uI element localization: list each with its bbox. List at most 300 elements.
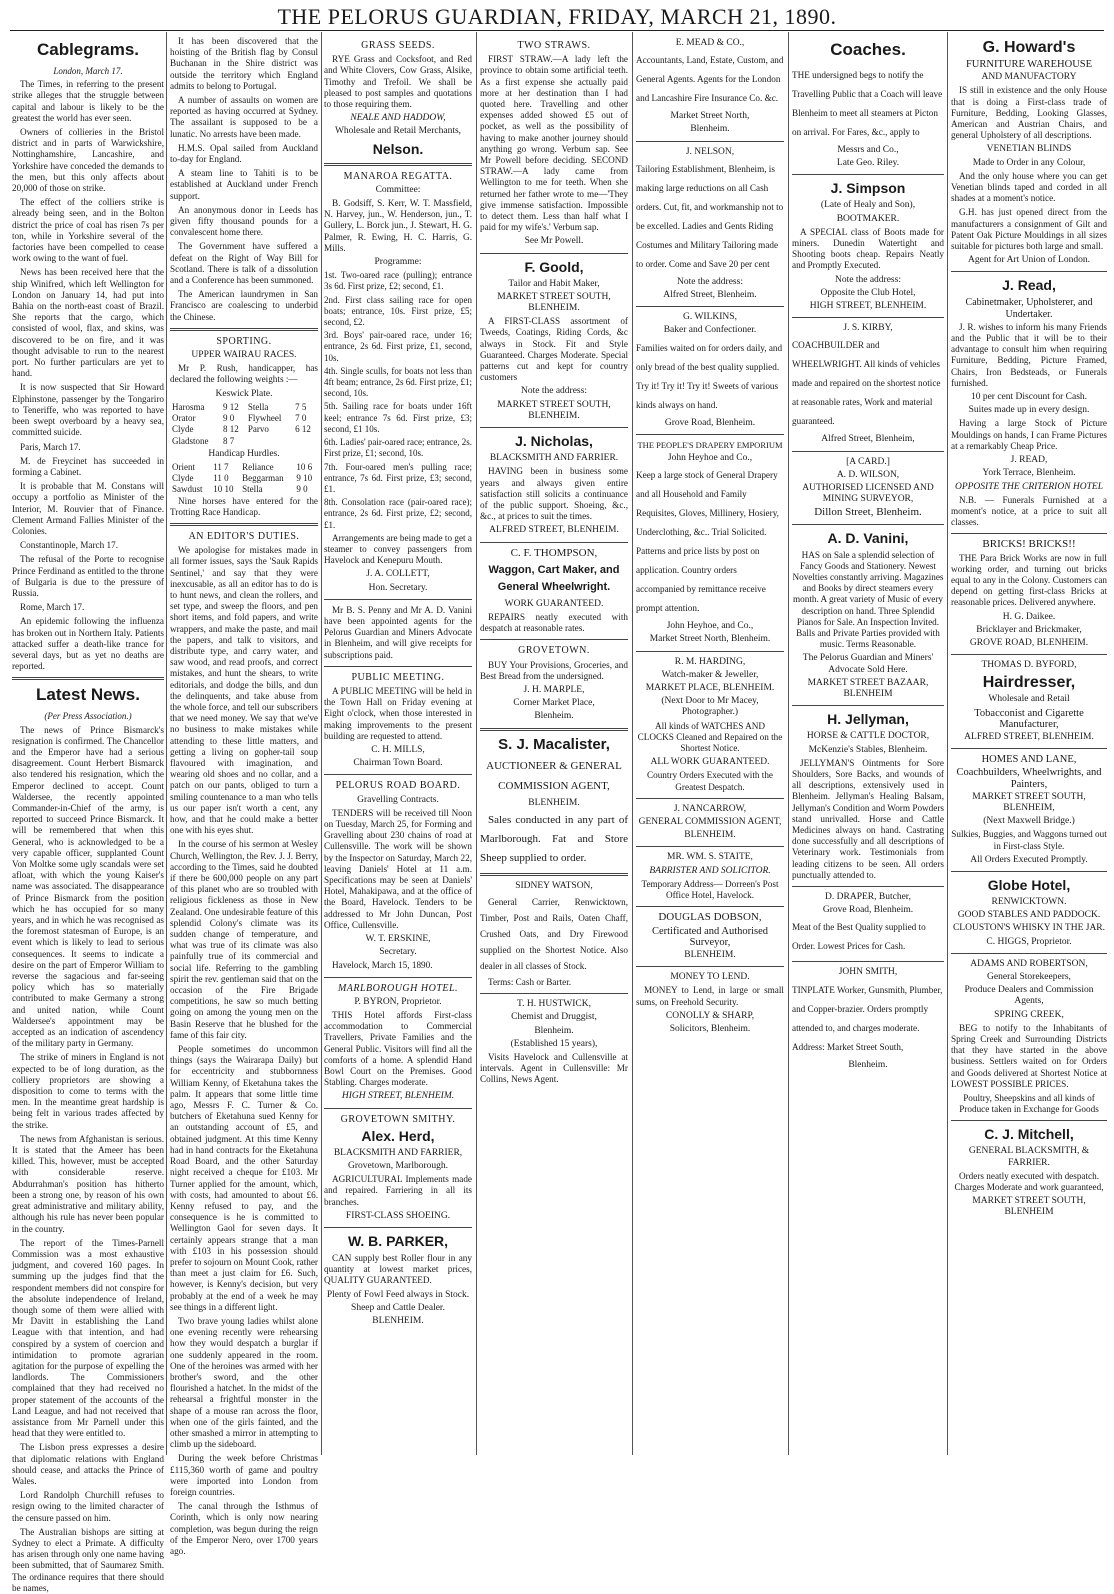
coaches-heading: Coaches. [830,40,906,59]
address-note: Note the address: [835,274,901,285]
divider [792,524,944,525]
divider [636,846,784,847]
advertiser-name: R. M. HARDING, [674,656,746,667]
weights-cell: Parvo [247,424,269,435]
advertiser-address: MARKET STREET SOUTH, BLENHEIM, [972,791,1086,813]
agents-notice: Mr B. S. Penny and Mr A. D. Vanini have been appointed agents for the Pelorus Guardian and Miners Advocate in Blenheim, and will give receipts for subscriptions paid. [324,604,472,660]
bricks-body: THE Para Brick Works are now in full working order, and turning out bricks equal to any in the Colony. Customers can depend on getting first-class Bricks at reasonable prices. Delivered anywhere. [951,552,1107,608]
divider [170,328,318,331]
grovetown-heading: GROVETOWN. [518,645,590,657]
two-straws-signoff: See Mr Powell. [524,236,584,247]
wheelwright-body: REPAIRS neatly executed with despatch at reasonable rates. [480,611,628,634]
advertiser-town: Blenheim. [534,1025,574,1036]
flour-body: CAN supply best Roller flour in any quantity at lowest market prices, QUALITY GUARANTEED. [324,1253,472,1286]
race-item: 7th. Four-oared men's pulling race; entrance, 7s 6d. First prize, £3; second, £1. [324,461,472,494]
shoeing-note: FIRST-CLASS SHOEING. [345,1210,451,1221]
divider [636,141,784,142]
blinds-body: And the only house where you can get Venetian blinds taped and corded in all shades at a moment's notice. [951,170,1107,204]
divider [792,317,944,318]
advertiser-trade: AUCTIONEER & GENERAL COMMISSION AGENT, [486,759,622,792]
paragraph: During the week before Christmas £115,360 worth of game and poultry were imported into London from foreign countries. [170,1453,318,1497]
divider [170,523,318,526]
provisions-body: BUY Your Provisions, Groceries, and Best Bread from the undersigned. [480,659,628,681]
advertiser-subtitle: Wholesale and Retail [988,694,1070,705]
cabinetmaker-body: J. R. wishes to inform his many Friends and the Public that it will be to their advantage to consult him when requiring Furniture, Bedding, Picture Framed, Chairs, Iron Bedsteads, or Funerals furnished. [951,321,1107,388]
work-guaranteed: ALL WORK GUARANTEED. [650,757,770,768]
chemist-body: Visits Havelock and Cullensville at intervals. Agent in Cullensville: Mr Collins, News Agent. [480,1051,628,1085]
paragraph: It has been discovered that the hoisting of the British flag by Consul Buchanan in the Shire district was outside the territory which England admits to belong to Portugal. [170,36,318,91]
weights-cell [293,436,318,447]
paragraph: An epidemic following the influenza has broken out in Northern Italy. Patients attacked suffer a death-like trance for several days, but as yet no deaths are reported. [12,616,164,672]
advertiser-address: Opposite the Club Hotel, [820,287,916,298]
bootmaker-body: A SPECIAL class of Boots made for miners. Dunedin Watertight and Shooting boots cheap. Repairs Neatly and Promptly Executed. [792,226,944,271]
column-rule [788,32,789,1455]
money-body: MONEY to Lend, in large or small sums, on Freehold Security. [636,985,784,1007]
advertiser-address: ALFRED STREET, BLENHEIM. [964,731,1094,742]
discount-note: 10 per cent Discount for Cash. [970,392,1088,403]
divider [636,651,784,652]
paragraph: Owners of collieries in the Bristol district and in parts of Warwickshire, Nottinghamshire, Lancashire, and Yorkshire have conceded the demands to the men, but this only affects about 20,000 of those on strike. [12,127,164,194]
advertiser-name: C. J. Mitchell, [984,1126,1074,1143]
solicitor-body: Temporary Address— Dorreen's Post Office Hotel, Havelock. [641,878,779,901]
mouldings-body: G.H. has just opened direct from the manufacturers a consignment of Gilt and Patent Oak Picture Mouldings in all sizes suitable for pictures both large and small. [951,207,1107,252]
column-rule [321,32,322,1455]
news-source: (Per Press Association.) [44,711,132,722]
storekeepers-body: BEG to notify to the Inhabitants of Spring Creek and Surrounding Districts that they have started in the above business. Settlers waited on for Orders and Goods delivered at Shortest Notice at LOWEST POSSIBLE PRICES. [951,1022,1107,1089]
column-7 [951,36,1107,1457]
divider [792,174,944,175]
advertiser-address: OPPOSITE THE CRITERION HOTEL [954,481,1104,492]
advertiser-address: MARKET PLACE, BLENHEIM. [645,683,775,694]
divider [324,1227,472,1228]
tailoring-body: Tailoring Establishment, Blenheim, is making large reductions on all Cash orders. Cut, fit, and workmanship not to be excelled. Ladies and Gents Riding Costumes and Military Tailoring made to order. Come and Save 20 per cent [636,163,784,269]
divider [324,163,472,166]
coachbuilder-body: COACHBUILDER and WHEELWRIGHT. All kinds of vehicles made and repaired on the shortest notice at reasonable rates, Work and material guaranteed. [792,340,941,427]
paragraph: News has been received here that the ship Winifred, which left Wellington for London on January 14, had put into Bahia on the north-east coast of Brazil. She reports that the cargo, which consisted of wool, flax, and skins, was discovered to be on fire, and it was thought advisable to run to the nearest port. No further particulars are yet to hand. [12,267,164,379]
grass-seeds-body: RYE Grass and Cocksfoot, and Red and White Clovers, Cow Grass, Alsike, Timothy and Trefoil. We shall be pleased to post samples and quotations to those requiring them. [324,54,472,110]
paragraph: People sometimes do uncommon things (says the Wairarapa Daily) but for eccentricity and stubbornness William Kenny, of Eketahuna takes the palm. It appears that some little time ago, Messrs F. C. Turner & Co. butchers of Eketahuna sued Kenny for an outstanding account of £5, and obtained judgment. At this time Kenny had in hand contracts for the Eketahuna Road Board, and the other Saturday night received a cheque for £103. Mr Turner applied for the amount, which, with costs, had amounted to about £6. Kenny refused to pay, and the consequence is he is committed to Wellington Gaol for seven days. It certainly appears strange that a man with £103 in his possession should prefer to sojourn on Mount Cook, rather than meet a just claim for £6. Such, however, is Kenny's decision, but very probably at the end of a week he may see things in a different light. [170,1044,318,1312]
bricks-heading: BRICKS! BRICKS!! [982,538,1076,551]
advertiser-name: G. Howard's [982,39,1076,56]
advertiser-subtitle: John Heyhoe and Co., [667,453,753,464]
divider [951,748,1107,749]
race-item: 4th. Single sculls, for boats not less than 4ft beam; entrance, 2s 6d. First prize, £1; second, 10s. [324,365,472,399]
weights-cell: 9 0 [223,413,235,424]
weights-cell: Stella [242,484,263,495]
weights-cell: Orient [172,461,195,472]
road-board-subheading: Gravelling Contracts. [357,794,439,805]
weights-cell: 6 12 [295,424,311,435]
advertiser-name: HOMES AND LANE, [981,754,1077,766]
advertiser-address: Corner Market Place, [513,698,595,709]
advertiser-trade: GENERAL COMMISSION AGENT, [638,817,782,828]
divider [324,666,472,667]
signatory-title: Hon. Secretary. [368,582,428,593]
carrier-body: General Carrier, Renwicktown, Timber, Post and Rails, Oaten Chaff, Crushed Oats, and Dry Firewood supplied on the Shortest Notice. Also dealer in all classes of Stock. [480,896,628,971]
divider [636,434,784,435]
advertiser-name: SIDNEY WATSON, [515,880,593,891]
advertiser-note: Agent for Art Union of London. [968,255,1090,266]
carrier-terms: Terms: Cash or Barter. [488,976,572,987]
paragraph: The Australian bishops are sitting at Sydney to elect a Primate. A difficulty has arisen through only one name having been submitted, that of Saumarez Smith. The ordinance requires that there should be names, [12,1526,164,1593]
advertiser-address: MARKET STREET BAZAAR, BLENHEIM [807,677,929,700]
advertiser-address: MARKET STREET SOUTH, BLENHEIM [972,1196,1086,1218]
tinplate-body: TINPLATE Worker, Gunsmith, Plumber, and Copper-brazier. Orders promptly attended to, and charges moderate. Address: Market Street South, [792,984,943,1052]
paragraph: The Lisbon press expresses a desire that diplomatic relations with England should cease, and attacks the Prince of Wales. [12,1442,164,1486]
advertiser-town: BLENHEIM. [684,949,736,960]
programme-heading: Programme: [374,257,422,268]
divider [324,774,472,775]
weights-cell: Orator [172,413,196,424]
paragraph: The news of Prince Bismarck's resignation is confirmed. The Chancellor and the Emperor have had a serious disagreement. Count Herbert Bismarck also tendered his resignation, which the Emperor declined to accept. Count Waldersee, the recently appointed Commander-in-Chief of the army, is reported to succeed Prince Bismarck. It will be remembered that when this General, who is acknowledged to be a very capable officer, supplanted Count Von Moltke some ugly scandals were set afloat, with which the young Kaiser's name was associated. The disappearance of Prince Bismarck from the position which he has occupied for so many years, and in which he was recognised as the foremost statesman of Europe, is an event which is likely to lead to serious consequences. It seems to indicate a desire on the part of Emperor William to reverse the sagacious and far-seeing policy which has so materially contributed to make Germany a strong and united nation, while Count Waldersee's appointment may be accepted as an indication of ascendency of the military party in Germany. [12,724,164,1049]
divider [792,705,944,706]
advertiser-town: Blenheim. [534,711,574,722]
public-meeting-body: A PUBLIC MEETING will be held in the Town Hall on Friday evening at Eight o'clock, when those interested in making improvements to the present building are requested to attend. [324,685,472,741]
weights-cell: 7 0 [295,413,307,424]
signatory-title: Secretary. [379,947,417,958]
advertiser-name: G. WILKINS, [683,312,737,323]
paragraph: A steam line to Tahiti is to be established at Auckland under French support. [170,168,318,201]
sporting-note: Nine horses have entered for the Trotting Race Handicap. [170,495,318,517]
advertiser-address: Grove Road, Blenheim. [664,417,756,428]
race-item: 8th. Consolation race (pair-oared race); entrance, 2s 6d. First prize, £2; second, £1. [324,497,472,530]
divider [480,873,628,876]
blacksmith-body: Orders neatly executed with despatch. Charges Moderate and work guaranteed, [954,1170,1104,1193]
advertiser-trade: BLACKSMITH AND FARRIER. [489,453,619,464]
advertiser-trade: FURNITURE WAREHOUSE [965,59,1093,70]
notice-date: Havelock, March 15, 1890. [332,960,433,971]
weights-cell: Sawdust [172,484,203,495]
regatta-heading: MANAROA REGATTA. [343,170,453,182]
paragraph: The American laundrymen in San Francisco are coalescing to underbid the Chinese. [170,289,318,322]
advertiser-town: Nelson. [372,140,424,157]
regatta-note: Arrangements are being made to get a steamer to convey passengers from Havelock and Kenepuru Mouth. [324,532,472,566]
signatory: J. A. COLLETT, [366,569,430,580]
masthead-rule [10,30,1104,31]
advertiser-name: H. Jellyman, [827,711,909,728]
paragraph: We apologise for mistakes made in all former issues, says the 'Sauk Rapids Sentinel,' and say that they were inexcusable, as all an editor has to do is to hunt news, and clean the rollers, and set type, and sweep the floors, and pen short items, and fold papers, and write wrappers, and make the paste, and mail the papers, and talk to visitors, and distribute type, and carry water, and saw wood, and read proofs, and correct mistakes, and hunt the shears, to write editorials, and dodge the bills, and dun the delinquents, and take abuse from the whole force, and tell our subscribers that we need money. We say that we've no business to make mistakes while attending to these little matters, and getting a living on gopher-tail soup flavoured with imagination, and wearing old shoes and no collar, and a patch on our pants, obliged to turn a smiling countenance to a man who tells us our paper isn't worth a cent, any how, and that he could make a better one with his eyes shut. [170,545,318,836]
paragraph: In the course of his sermon at Wesley Church, Wellington, the Rev. J. J. Berry, according to the Times, said he doubted if there be 600,000 people on any part of this planet who are so troubled with religious fickleness as those in New Zealand. One undesirable feature of this splendid Colony's climate was its sudden change of temperature, and what was true of its climate was also painfully true of its commercial and social life. Referring to the gambling spirit the rev. gentleman said that on the occasion of the Fire Brigade competitions, he saw so much betting going on among the young men on the Basin Reserve that he blushed for the fame of this fair city. [170,839,318,1040]
keswick-plate-heading: Keswick Plate. [215,388,273,399]
divider [636,798,784,799]
divider [324,977,472,978]
advertiser-trade: BLACKSMITH AND FARRIER, [333,1147,463,1158]
weights-row [170,402,318,413]
advertiser-address: Market Street North, Blenheim. [649,634,771,645]
column-1 [12,36,164,1593]
advertiser-trade: Produce Dealers and Commission Agents, [964,985,1094,1007]
weights-row [170,436,318,447]
advertiser-name: J. Nicholas, [515,433,593,450]
column-6 [792,36,944,1457]
advertiser-name: C. F. THOMPSON, [510,546,598,559]
divider [792,961,944,962]
divider [792,886,944,887]
weights-cell: 7 5 [295,401,307,412]
advertiser-address: HIGH STREET, BLENHEIM. [809,301,927,312]
advertiser-name: S. J. Macalister, [498,735,610,753]
advertiser-name: J. S. KIRBY, [843,323,893,334]
advertiser-trade: AUTHORISED LICENSED AND MINING SURVEYOR, [802,483,934,505]
advertiser-trade: Hairdresser, [982,674,1076,692]
advertiser-note: Late Geo. Riley. [836,158,900,169]
advertiser-trade: Tobacconist and Cigarette Manufacturer, [974,707,1084,730]
advertiser-name: H. G. Daikee. [1002,611,1056,622]
veterinary-body: JELLYMAN'S Ointments for Sore Shoulders, Sore Backs, and wounds of all descriptions, extensively used in Blenheim. Jellyman's Healing Balsam, Jellyman's Condition and Worm Powders stand unrivalled. Horse and Cattle Medicines always on hand. Castrating done successfully and all descriptions of Veterinary work. Testimonials from leading citizens to be seen. All orders punctually attended to. [792,757,944,880]
divider [636,306,784,307]
signatory: W. T. ERSKINE, [365,934,431,945]
baker-body: Families waited on for orders daily, and only bread of the best quality supplied. Try it! Try it! Try it! Sweets of various kinds always on hand. [636,342,783,410]
divider [480,427,628,428]
advertiser-name: W. B. PARKER, [347,1233,449,1250]
weights-cell: 11 0 [213,473,229,484]
advertiser-name: J. NELSON, [685,146,735,157]
paragraph: The effect of the colliers strike is already being seen, and in the Bolton district the price of coal has risen 7s per ton, while in Yorkshire several of the factories have been compelled to cease work owing to the want of fuel. [12,197,164,264]
advertiser-address: GROVE ROAD, BLENHEIM. [969,637,1089,648]
divider [480,728,628,731]
public-meeting-heading: PUBLIC MEETING. [351,671,445,683]
butcher-body: Meat of the Best Quality supplied to Order. Lowest Prices for Cash. [792,922,926,952]
advertiser-name: Globe Hotel, [987,876,1071,893]
flour-note: Plenty of Fowl Feed always in Stock. [326,1289,470,1300]
weights-row [170,424,318,435]
paragraph: It is now suspected that Sir Howard Elphinstone, passenger by the Tongariro to Teneriffe, who was reported to have been swept overboard by a heavy sea, committed suicide. [12,382,164,438]
advertiser-next: (Next Door to Mr Macey, Photographer.) [661,696,759,718]
divider [951,953,1107,954]
advertiser-trade: Watch-maker & Jeweller, [661,669,759,680]
advertiser-name: MR. WM. S. STAITE, [667,852,753,863]
divider [951,1120,1107,1121]
coachbuilders-body: Sulkies, Buggies, and Waggons turned out in First-class Style. [951,829,1107,851]
advertiser-name: DOUGLAS DOBSON, [658,911,762,924]
weights-cell: 9 10 [296,473,313,484]
sporting-intro: Mr P. Rush, handicapper, has declared the following weights :— [170,363,318,385]
paragraph: Lord Randolph Churchill refuses to resign owing to the limited character of the censure passed on him. [12,1490,164,1523]
road-board-heading: PELORUS ROAD BOARD. [335,780,461,792]
advertiser-name: D. DRAPER, Butcher, [825,891,911,902]
weights-cell [246,436,293,447]
cablegrams-heading: Cablegrams. [36,40,140,59]
advertiser-name: T. H. HUSTWICK, [517,999,591,1010]
hotel-address: HIGH STREET, BLENHEIM. [341,1091,455,1102]
advertiser-trade: GENERAL BLACKSMITH, & FARRIER. [968,1146,1090,1168]
paragraph: An anonymous donor in Leeds has given fifty thousand pounds for a convalescent home there. [170,204,318,238]
tailor-body: A FIRST-CLASS assortment of Tweeds, Coatings, Riding Cords, &c always in Stock. Fit and Style Guaranteed. Charges Moderate. Special patterns cut and kept for country customers [480,316,628,383]
race-item: 2nd. First class sailing race for open boats; entrance, 10s. First prize, £5; second, £2. [324,294,472,328]
divider [951,871,1107,872]
smithy-heading: GROVETOWN SMITHY. [340,1113,456,1125]
cablegrams-body [12,79,164,672]
card-label: [A CARD.] [846,456,890,467]
paragraph: The news from Afghanistan is serious. It is stated that the Ameer has been killed. This, however, must be accepted with considerable reserve. Abdurrahman's position has hitherto been a strong one, by reason of his own great administrative and military ability, although his rule has never been popular in the country. [12,1133,164,1234]
smithy-body: AGRICULTURAL Implements made and repaired. Farriering in all its branches. [324,1174,472,1207]
paragraph: The refusal of the Porte to recognise Prince Ferdinand as entitled to the throne of Bulgaria is due to the pressure of Russia. [12,554,164,598]
weights-cell: 8 12 [223,424,239,435]
divider [324,1108,472,1109]
divider [792,451,944,452]
advertiser-address: Dillon Street, Blenheim. [814,506,922,519]
divider [636,966,784,967]
dateline: London, March 17. [53,66,123,76]
grass-seeds-heading: GRASS SEEDS. [361,40,435,51]
latest-news-heading: Latest News. [36,685,140,705]
divider [480,993,628,994]
furniture-body: IS still in existence and the only House that is doing a First-class trade of Furniture, Bedding, Looking Glasses, American and Austrian Chairs, and general Upholstery of all descriptions. [951,85,1107,141]
weights-cell: 8 7 [223,435,235,446]
advertiser-name: J. Read, [1002,277,1056,294]
blinds-heading: VENETIAN BLINDS [986,144,1072,155]
advertiser-trade: Bricklayer and Brickmaker, [976,624,1082,635]
column-2 [170,36,318,1556]
race-item: 5th. Sailing race for boats under 16ft keel; entrance 7s 6d. First prize, £3; second, £1 10s. [324,401,472,434]
paragraph: The strike of miners in England is not expected to be of long duration, as the colliery proprietors are showing a disposition to come to terms with the men. In the meantime great hardship is being felt in various trades affected by the strike. [12,1052,164,1130]
proprietor: C. HIGGS, Proprietor. [986,936,1072,947]
advertiser-trade: Chemist and Druggist, [511,1012,597,1023]
advertiser-address: ALFRED STREET, BLENHEIM. [489,525,619,536]
two-straws-heading: TWO STRAWS. [517,40,591,51]
paragraph: M. de Freycinet has succeeded in forming a Cabinet. [12,455,164,477]
hotel-body: THIS Hotel affords First-class accommodation to Commercial Travellers, Private Families and the General Public. Visitors will find all the comforts of a home. A splendid Hand Bowl Court on the Premises. Good Stabling. Charges moderate. [324,1010,472,1088]
established-note: (Established 15 years), [510,1038,598,1049]
paragraph: Rome, March 17. [20,602,85,613]
paragraph: It is probable that M. Constans will occupy a portfolio as Minister of the Interior, M. Rouvier that of Finance. Clement Armand Fallies Minister of the Colonies. [12,481,164,536]
editor-duties-heading: AN EDITOR'S DUTIES. [188,530,300,542]
advertiser-trade: HORSE & CATTLE DOCTOR, [806,731,930,742]
weights-cell: Gladstone [172,435,209,446]
advertiser-name: THE PEOPLE'S DRAPERY EMPORIUM [637,439,783,450]
advertiser-town: Blenheim. [848,1059,888,1070]
work-guaranteed: WORK GUARANTEED. [504,598,604,609]
latest-news-body [12,725,164,1594]
advertiser-note: The Pelorus Guardian and Miners' Advocate Sold Here. [802,653,934,675]
advertiser-address: York Terrace, Blenheim. [982,468,1076,479]
suites-note: Suites made up in every design. [968,405,1090,416]
two-straws-body: FIRST STRAW.—A lady left the province to obtain some artificial teeth. As a first expense she actually paid more at her destination than I had quoted here. Travelling and other expenses added showed £5 out of pocket, as well as the possibility of having to make another journey should anything go wrong. Verbum sap. See Mr Powell before deciding. SECOND STRAW.—A lady came from Wellington to me for teeth. When she returned her father wrote to me—'They give immense satisfaction. Impossible to detect them. Less than half what I paid for my wife's.' Verbum sap. [480,54,628,233]
advertiser-address: Alfred Street, Blenheim, [821,434,915,445]
flour-note: Sheep and Cattle Dealer. [351,1302,445,1313]
advertiser-town: RENWICKTOWN. [991,896,1067,907]
race-item: 3rd. Boys' pair-oared race, under 16; entrance, 2s 6d. First prize, £1, second, 10s. [324,330,472,363]
produce-note: Poultry, Sheepskins and all kinds of Produce taken in Exchange for Goods [959,1093,1099,1115]
hotel-note: CLOUSTON'S WHISKY IN THE JAR. [952,923,1106,934]
watchmaker-body: All kinds of WATCHES AND CLOCKS Cleaned and Repaired on the Shortest Notice. [637,720,783,754]
weights-cell: Clyde [172,424,194,435]
blacksmith-body: HAVING been in business some years and always given entire satisfaction still solicits a continuance of the public support. Shoeing, &c., &c., at prices to suit the times. [480,466,628,522]
advertiser-address: McKenzie's Stables, Blenheim. [808,744,928,755]
paragraph: H.M.S. Opal sailed from Auckland to-day for England. [170,142,318,165]
column-rule [166,32,167,1455]
advertiser-town: BLENHEIM. [372,1316,424,1327]
column-3 [324,36,472,1457]
advertiser-name: NEALE AND HADDOW, [350,113,446,124]
advertiser-name: J. READ, [1010,455,1048,466]
advertiser-name: F. Goold, [524,258,584,275]
hurdles-heading: Handicap Hurdles. [208,448,280,459]
advertiser-address: Alfred Street, Blenheim. [663,290,757,301]
advertiser-name: J. H. MARPLE, [523,684,585,695]
paragraph: The canal through the Isthmus of Corinth, which is only now nearing completion, was begun during the reign of the Emperor Nero, over 1700 years ago. [170,1501,318,1556]
paragraph: Constantinople, March 17. [20,540,118,551]
advertiser-trade: BOOTMAKER. [836,213,900,224]
advertiser-name: THOMAS D. BYFORD, [981,660,1077,671]
weights-cell: Clyde [172,473,194,484]
orders-note: All Orders Executed Promptly. [970,854,1088,865]
weights-table [170,462,318,496]
weights-cell: Reliance [242,461,274,472]
hotel-body: GOOD STABLES AND PADDOCK. [957,910,1101,921]
advertiser-name: A. D. WILSON, [836,469,900,480]
advertiser-subtitle: Wholesale and Retail Merchants, [334,126,462,137]
advertiser-trade: Solicitors, Blenheim. [669,1023,751,1034]
weights-row [170,462,318,473]
column-5 [636,36,784,1457]
advertiser-address: SPRING CREEK, [994,1009,1064,1020]
money-heading: MONEY TO LEND. [670,972,750,983]
advertiser-trade: BARRISTER AND SOLICITOR. [649,865,771,876]
paragraph: The Government have suffered a defeat on the Right of Way Bill for Scotland. There is talk of a dissolution and a Conference has been summoned. [170,241,318,286]
advertiser-name: Alex. Herd, [361,1127,435,1144]
advertiser-address: Market Street North, [670,111,750,122]
watchmaker-note: Country Orders Executed with the Greatest Despatch. [646,770,774,792]
weights-cell: Harosma [172,401,205,412]
advertiser-trade: General Storekeepers, [987,972,1071,982]
committee-heading: Committee: [375,184,421,195]
advertiser-trade: Certificated and Authorised Surveyor, [651,925,769,948]
advertiser-name: J. Simpson [830,180,906,197]
race-item: 6th. Ladies' pair-oared race; entrance, 2s. First prize, £1; second, 10s. [324,437,472,459]
race-item: 1st. Two-oared race (pulling); entrance 3s 6d. First prize, £2; second, £1. [324,270,472,292]
advertiser-trade: Waggon, Cart Maker, and General Wheelwright. [488,563,620,593]
weights-row [170,484,318,495]
advertiser-address: MARKET STREET SOUTH, BLENHEIM. [497,399,611,421]
coaches-body: THE undersigned begs to notify the Travelling Public that a Coach will leave Blenheim to meet all steamers at Picton on arrival. For Fares, &c., apply to [792,70,943,137]
divider [324,599,472,600]
divider [12,677,164,680]
advertiser-trade: AND MANUFACTORY [981,72,1077,83]
weights-cell: 10 6 [296,461,313,472]
paragraph: The report of the Times-Parnell Commission was a most exhaustive judgment, and covered 160 pages. In summing up the judges find that the respondent members did not conspire for the absolute independence of Ireland, though some of them were allied with Mr Davitt in establishing the Land League with that intention, and had conspired by a system of coercion and intimidation to promote agrarian agitation for the purpose of expelling the landlords. The Commissioners complained that they had received no proper statement of the accounts of the Land League, and had not received that assistance from Mr Parnell under this head that they were entitled to. [12,1237,164,1439]
column-4 [480,36,628,1457]
paragraph: Two brave young ladies whilst alone one evening recently were rehearsing how they would despatch a burglar if one suddenly appeared in the room. One of the heroines was armed with her brother's sword, and the other flourished a hatchet. In the midst of the rehearsal a frightful monster in the shape of a mouse ran across the floor, when one of the girls fainted, and the other smashed a mirror in attempting to climb up the sideboard. [170,1315,318,1450]
divider [636,906,784,907]
signatory: C. H. MILLS, [371,744,425,755]
advertiser-trade: Cabinetmaker, Upholsterer, and Undertaker. [965,297,1093,320]
advertiser-name: ADAMS AND ROBERTSON, [970,958,1088,969]
column-rule [947,32,948,1455]
advertiser-trade: Coachbuilders, Wheelwrights, and Painters, [956,767,1102,790]
column-rule [476,32,477,1455]
race-list [324,270,472,530]
weights-cell: 10 10 [213,484,234,495]
advertiser-address: Grove Road, Blenheim. [822,905,914,916]
advertiser-trade: Baker and Confectioner. [663,325,757,336]
weights-cell: Stella [247,401,269,412]
divider [480,253,628,254]
masthead: THE PELORUS GUARDIAN, FRIDAY, MARCH 21, 1890. [277,4,837,29]
funerals-note: N.B. — Funerals Furnished at a moment's notice, at a price to suit all classes. [951,494,1107,528]
drapery-body: Keep a large stock of General Drapery and all Household and Family Requisites, Gloves, Millinery, Hosiery, Underclothing, &c.. Trial Solicited. Patterns and price lists by post on application. Country orders accompanied by remittance receive prompt attention. [636,470,779,614]
paragraph: The Times, in referring to the present strike alleges that the struggle between capital and labour is likely to be the greatest the world has ever seen. [12,79,164,123]
advertiser-name: CONOLLY & SHARP, [665,1010,755,1021]
advertiser-name: E. MEAD & CO., [675,38,745,48]
committee-body: B. Godsiff, S. Kerr, W. T. Massfield, N. Harvey, jun., W. Henderson, jun., T. Gullery, L. Borck jun., J. Stewart, H. G. Palmer, R. Ewing, H. C. Harris, G. Mills. [324,198,472,253]
divider [480,542,628,543]
advertiser-address: Grovetown, Marlborough. [348,1161,448,1172]
signatory-title: Chairman Town Board. [353,758,443,769]
hotel-heading: MARLBOROUGH HOTEL. [337,982,459,994]
sporting-subheading: UPPER WAIRAU RACES. [191,350,297,361]
advertiser-name: J. NANCARROW, [673,803,747,814]
